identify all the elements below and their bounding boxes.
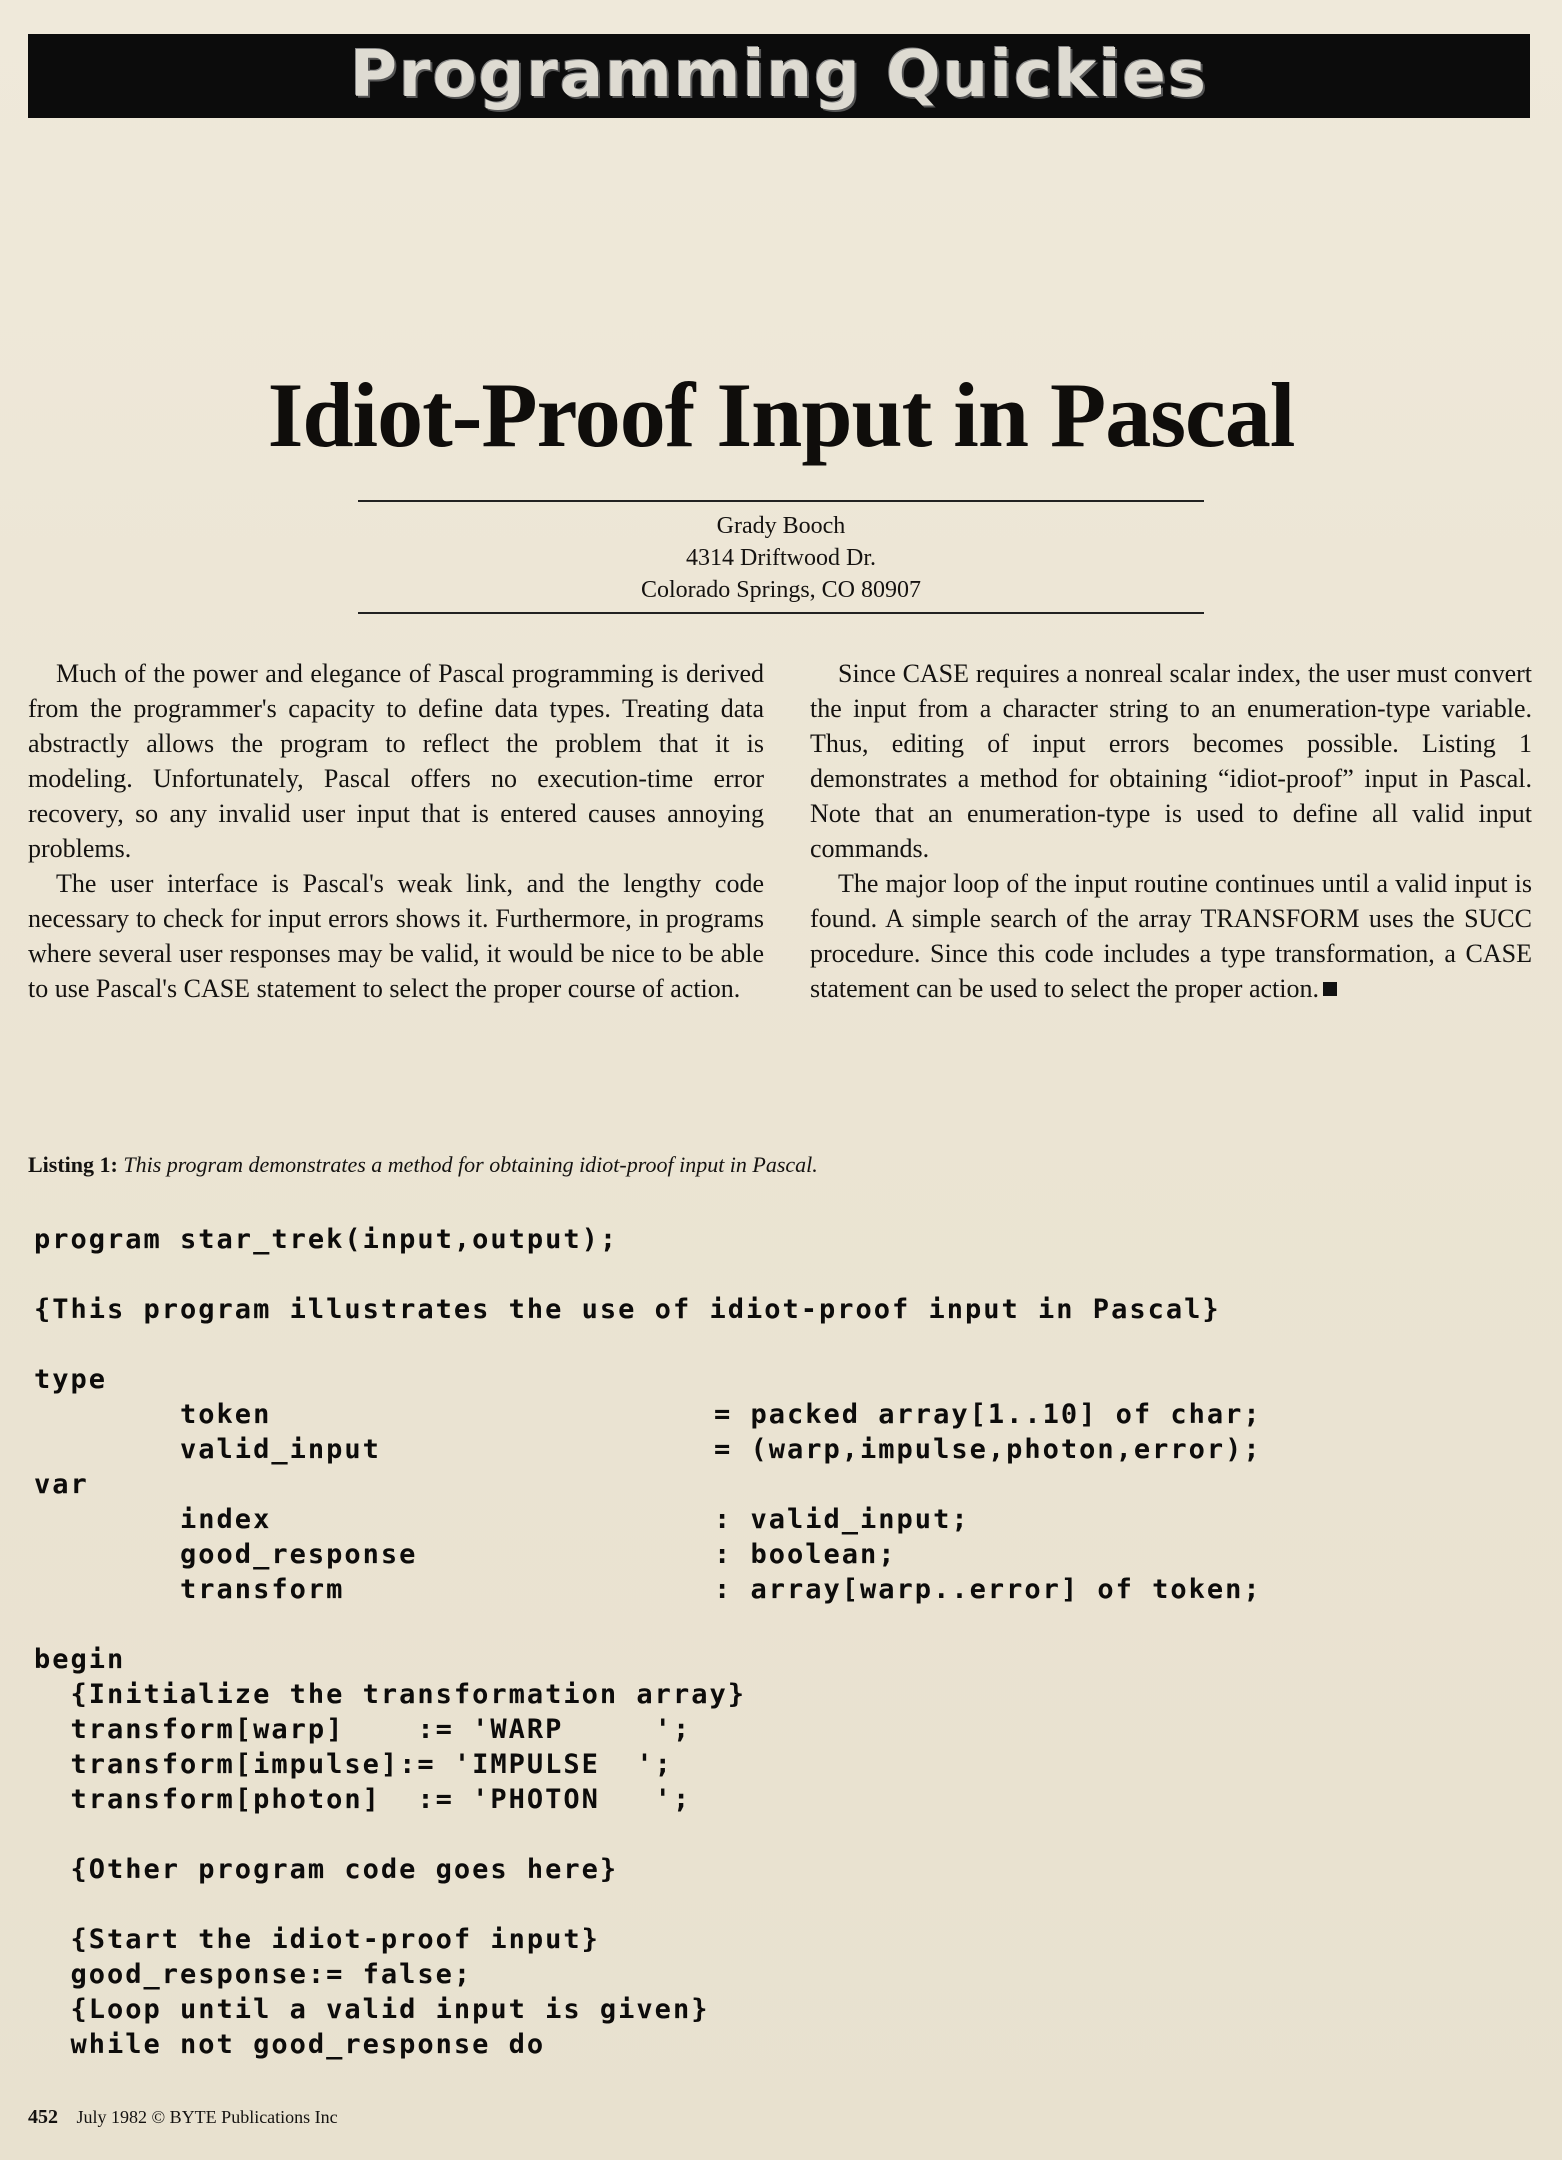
code-line: token (34, 1399, 272, 1430)
listing-caption (28, 1152, 1528, 1178)
code-line: valid_input (34, 1434, 381, 1465)
code-line: good_response (34, 1539, 418, 1570)
code-decl-value: = (warp,impulse,photon,error); (714, 1434, 1262, 1465)
page-number: 452 (28, 2106, 58, 2128)
author-name: Grady Booch (716, 513, 846, 539)
page-footer (28, 2106, 338, 2129)
code-line: good_response:= false; (34, 1959, 473, 1990)
code-line: program star_trek(input,output); (34, 1224, 619, 1255)
author-address-street: 4314 Driftwood Dr. (686, 545, 876, 571)
code-line: begin (34, 1644, 126, 1675)
code-decl-value: : array[warp..error] of token; (714, 1574, 1262, 1605)
listing-label: Listing 1: (28, 1152, 118, 1177)
paragraph-final (810, 866, 1532, 1006)
code-line: {Other program code goes here} (34, 1854, 619, 1885)
paragraph-text: The major loop of the input routine continues until a valid input is found. A simple search of the array TRANSFORM uses the SUCC procedure. Since this code includes a type transformation, a CASE statement can be used to select the proper action. (810, 869, 1532, 1003)
end-of-article-mark (1323, 982, 1337, 996)
article-column-right (810, 656, 1532, 1006)
title-rule-bottom (358, 612, 1204, 614)
code-decl-value: : boolean; (714, 1539, 897, 1570)
byline (0, 510, 1562, 606)
paragraph: Since CASE requires a nonreal scalar index, the user must convert the input from a character string to an enumeration-type variable. Thus, editing of input errors becomes possible. Listing 1 demonstrates a method for obtaining “idiot-proof” input in Pascal. Note that an enumeration-type is used to define all valid input commands. (810, 659, 1532, 863)
code-line: while not good_response do (34, 2029, 546, 2060)
article-title: Idiot-Proof Input in Pascal (267, 364, 1295, 466)
publication-credit: July 1982 © BYTE Publications Inc (76, 2107, 338, 2127)
section-title: Programming Quickies (350, 38, 1208, 112)
code-line: transform[impulse]:= 'IMPULSE '; (34, 1749, 673, 1780)
code-decl-value: = packed array[1..10] of char; (714, 1399, 1262, 1430)
code-line: transform[photon] := 'PHOTON '; (34, 1784, 692, 1815)
code-line: {Loop until a valid input is given} (34, 1994, 710, 2025)
article-column-left (28, 656, 764, 1006)
code-line: transform[warp] := 'WARP '; (34, 1714, 692, 1745)
paragraph: Much of the power and elegance of Pascal programming is derived from the programmer's capacity to define data types. Treating data abstractly allows the program to reflect the problem that it is modeling. Unfortunately, Pascal offers no execution-time error recovery, so any invalid user input that is entered causes annoying problems. (28, 659, 764, 863)
code-line: type (34, 1364, 108, 1395)
code-line: index (34, 1504, 272, 1535)
title-rule-top (358, 500, 1204, 502)
code-line: {This program illustrates the use of idiot-proof input in Pascal} (34, 1294, 1221, 1325)
code-line: {Start the idiot-proof input} (34, 1924, 600, 1955)
code-line: {Initialize the transformation array} (34, 1679, 746, 1710)
author-address-city: Colorado Springs, CO 80907 (640, 577, 921, 603)
code-line: var (34, 1469, 89, 1500)
listing-caption-text: This program demonstrates a method for obtaining idiot-proof input in Pascal. (123, 1152, 818, 1177)
section-banner (28, 34, 1530, 118)
code-line: transform (34, 1574, 345, 1605)
code-decl-value: : valid_input; (714, 1504, 970, 1535)
paragraph: The user interface is Pascal's weak link, and the lengthy code necessary to check for input errors shows it. Furthermore, in programs where several user responses may be valid, it would be nice to be able to use Pascal's CASE statement to select the proper course of action. (28, 869, 764, 1003)
